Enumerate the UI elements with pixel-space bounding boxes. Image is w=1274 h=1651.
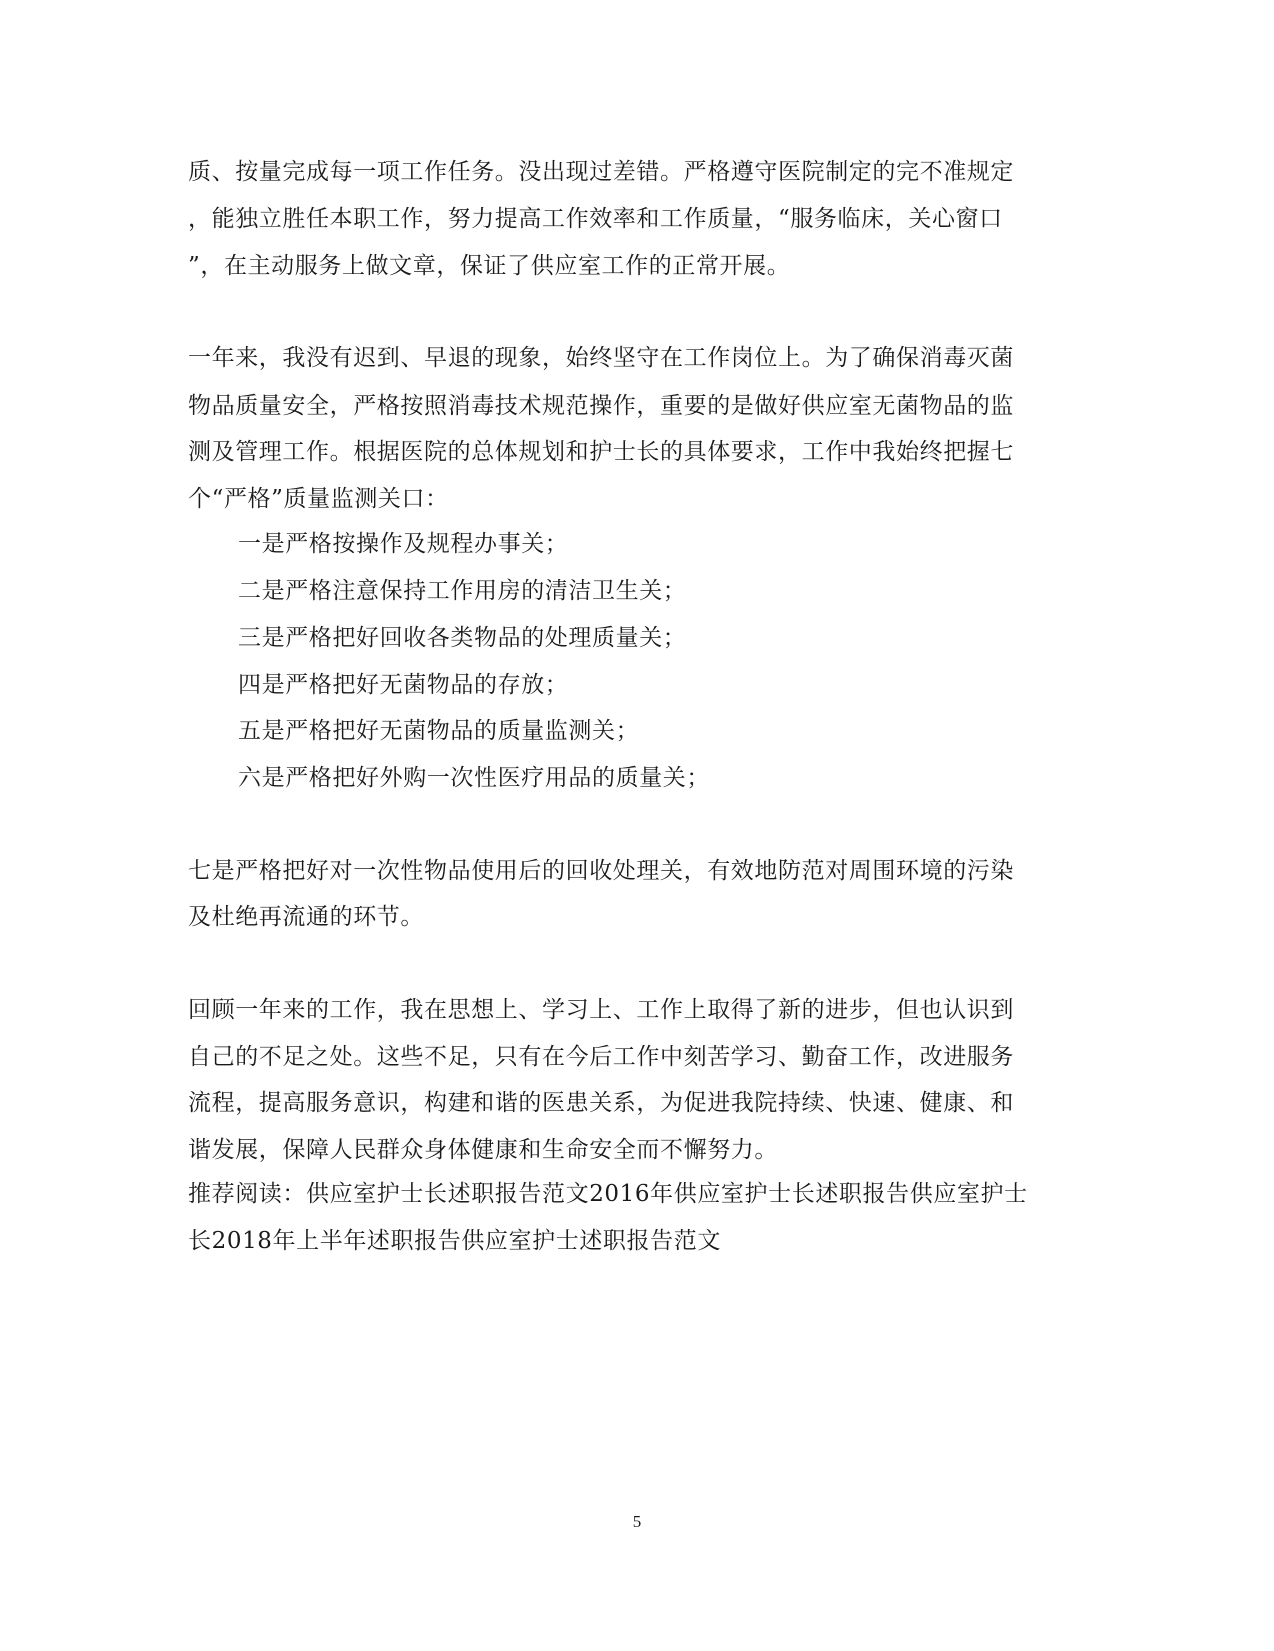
- paragraph-line: 个“严格”质量监测关口：: [188, 486, 449, 512]
- paragraph-line: 七是严格把好对一次性物品使用后的回收处理关，有效地防范对周围环境的污染: [188, 858, 1014, 884]
- paragraph-line: 自己的不足之处。这些不足，只有在今后工作中刻苦学习、勤奋工作，改进服务: [188, 1044, 1014, 1070]
- recommended-reading-line: 推荐阅读：供应室护士长述职报告范文2016年供应室护士长述职报告供应室护士: [188, 1181, 1028, 1207]
- recommended-reading-line: 长2018年上半年述职报告供应室护士述职报告范文: [188, 1228, 721, 1254]
- paragraph-line: 物品质量安全，严格按照消毒技术规范操作，重要的是做好供应室无菌物品的监: [188, 393, 1014, 419]
- list-item: 六是严格把好外购一次性医疗用品的质量关；: [238, 765, 710, 791]
- paragraph-line: 及杜绝再流通的环节。: [188, 904, 424, 930]
- paragraph-line: ”，在主动服务上做文章，保证了供应室工作的正常开展。: [188, 253, 791, 279]
- paragraph-line: 质、按量完成每一项工作任务。没出现过差错。严格遵守医院制定的完不准规定: [188, 159, 1014, 185]
- paragraph-line: 一年来，我没有迟到、早退的现象，始终坚守在工作岗位上。为了确保消毒灭菌: [188, 345, 1014, 371]
- paragraph-line: 回顾一年来的工作，我在思想上、学习上、工作上取得了新的进步，但也认识到: [188, 997, 1014, 1023]
- list-item: 四是严格把好无菌物品的存放；: [238, 672, 569, 698]
- list-item: 一是严格按操作及规程办事关；: [238, 531, 569, 557]
- list-item: 二是严格注意保持工作用房的清洁卫生关；: [238, 578, 687, 604]
- list-item: 三是严格把好回收各类物品的处理质量关；: [238, 625, 687, 651]
- page-number: 5: [632, 1512, 642, 1531]
- paragraph-line: 谐发展，保障人民群众身体健康和生命安全而不懈努力。: [188, 1137, 778, 1163]
- paragraph-line: 测及管理工作。根据医院的总体规划和护士长的具体要求，工作中我始终把握七: [188, 439, 1014, 465]
- list-item: 五是严格把好无菌物品的质量监测关；: [238, 718, 640, 744]
- paragraph-line: ，能独立胜任本职工作，努力提高工作效率和工作质量，“服务临床，关心窗口: [188, 206, 1003, 232]
- paragraph-line: 流程，提高服务意识，构建和谐的医患关系，为促进我院持续、快速、健康、和: [188, 1090, 1014, 1116]
